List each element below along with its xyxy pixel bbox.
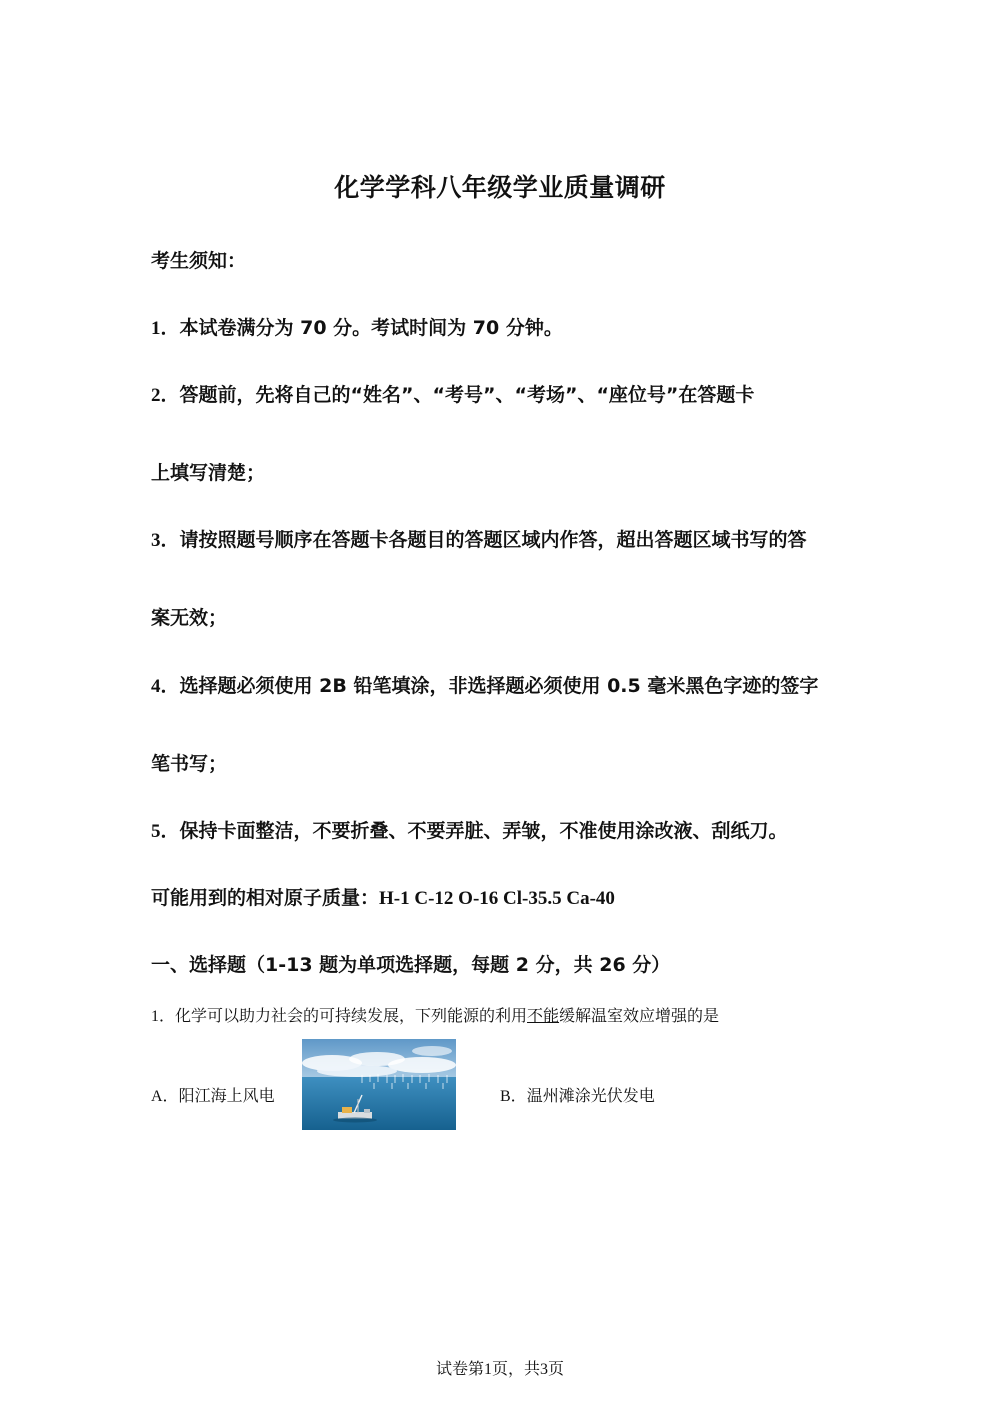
footer-page-number: 1: [483, 1361, 492, 1378]
notice-item-3: [151, 525, 807, 552]
atomic-masses-label: 可能用到的相对原子质量：: [151, 887, 380, 909]
question-text-before: 化学可以助力社会的可持续发展，下列能源的利用: [175, 1006, 528, 1025]
atomic-masses-values: H-1 C-12 O-16 Cl-35.5 Ca-40: [379, 888, 615, 909]
question-text-after: 缓解温室效应增强的是: [559, 1006, 720, 1025]
question-1: [151, 1003, 719, 1026]
notice-item-text: 选择题必须使用 2B 铅笔填涂，非选择题必须使用 0.5 毫米黑色字迹的签字: [179, 675, 819, 697]
notice-item-number: 4．: [151, 676, 180, 697]
notice-item-text: 本试卷满分为 70 分。考试时间为 70 分钟。: [179, 317, 563, 339]
notice-item-text: 请按照题号顺序在答题卡各题目的答题区域内作答，超出答题区域书写的答: [179, 529, 807, 551]
option-letter: A．: [151, 1088, 179, 1105]
footer-total-pages: 3: [540, 1361, 548, 1378]
section-heading: 一、选择题（1-13 题为单项选择题，每题 2 分，共 26 分）: [151, 954, 671, 976]
notice-item-1: [151, 313, 563, 340]
notice-item-number: 5．: [151, 821, 180, 842]
page-footer: [0, 1356, 1000, 1379]
notice-item-2: [151, 380, 754, 407]
notice-item-2-continued: 上填写清楚；: [151, 462, 266, 484]
question-number: 1．: [151, 1008, 176, 1025]
exam-title: 化学学科八年级学业质量调研: [334, 173, 666, 202]
atomic-masses: [151, 883, 615, 910]
option-letter: B．: [500, 1088, 527, 1105]
footer-prefix: 试卷第: [435, 1359, 484, 1378]
notice-item-text: 答题前，先将自己的“姓名”、“考号”、“考场”、“座位号”在答题卡: [179, 384, 755, 406]
notice-item-4-continued: 笔书写；: [151, 753, 228, 775]
notice-item-5: [151, 816, 788, 843]
notice-item-text: 保持卡面整洁，不要折叠、不要弄脏、弄皱，不准使用涂改液、刮纸刀。: [179, 820, 788, 842]
option-text: 阳江海上风电: [178, 1086, 275, 1105]
notice-item-number: 1．: [151, 318, 180, 339]
option-b: [500, 1083, 655, 1106]
notice-item-3-continued: 案无效；: [151, 607, 228, 629]
option-a: [151, 1083, 275, 1106]
notice-item-number: 2．: [151, 385, 180, 406]
footer-mid: 页，共: [491, 1359, 540, 1378]
footer-suffix: 页: [548, 1359, 565, 1378]
notice-item-number: 3．: [151, 530, 180, 551]
notice-item-4: [151, 671, 818, 698]
option-text: 温州滩涂光伏发电: [526, 1086, 655, 1105]
offshore-wind-farm-image: [302, 1039, 456, 1130]
question-text-emphasis: 不能: [527, 1006, 560, 1025]
notice-heading: 考生须知：: [151, 250, 247, 272]
